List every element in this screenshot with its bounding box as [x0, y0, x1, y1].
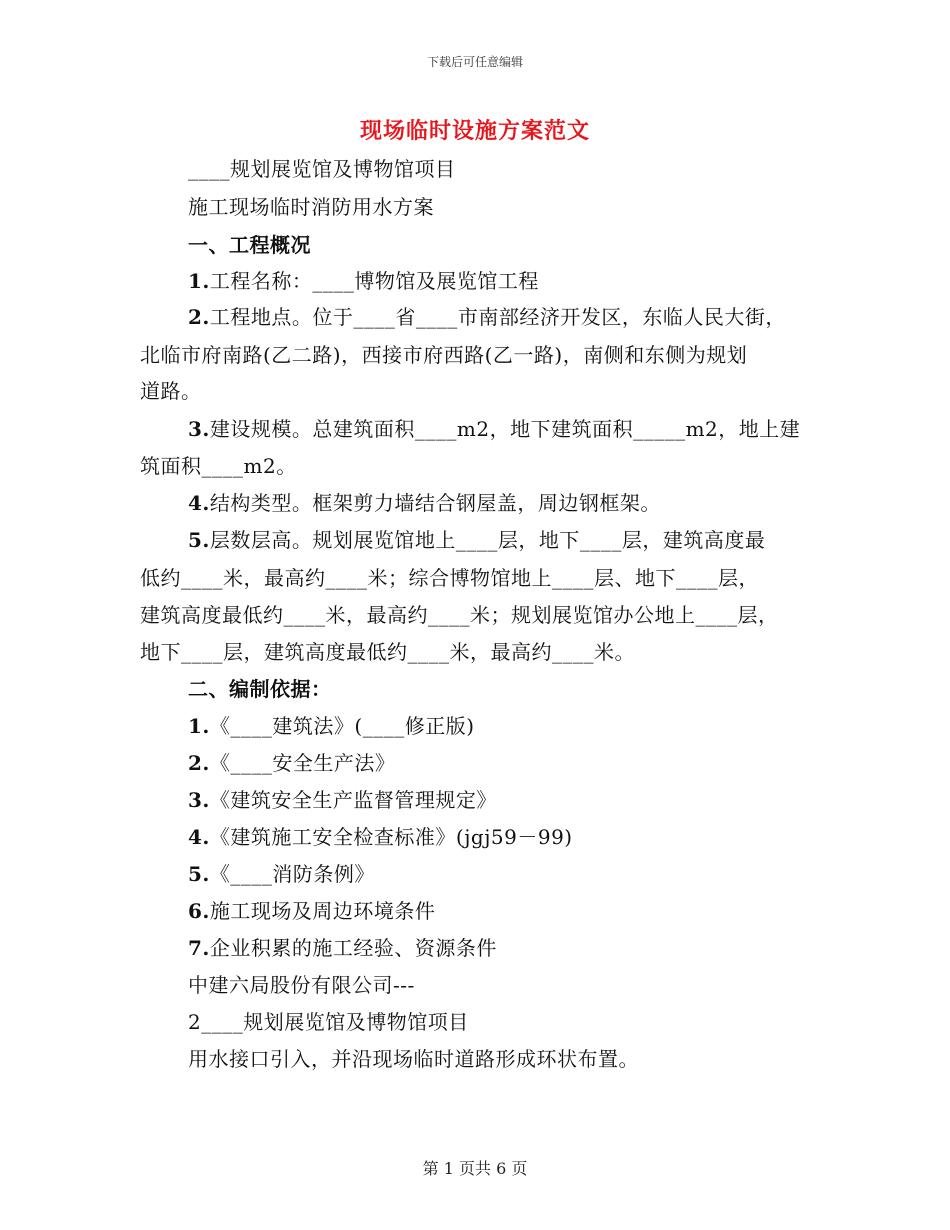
project-name-line-2: 2____规划展览馆及博物馆项目	[188, 1010, 469, 1034]
basis-item-1	[188, 713, 810, 739]
item-number: 1.	[188, 269, 210, 293]
item-text: 工程名称：____博物馆及展览馆工程	[209, 269, 539, 293]
overview-item-3-continued: 筑面积____m2。	[140, 454, 297, 478]
item-number: 4.	[188, 491, 210, 515]
overview-item-3	[188, 416, 810, 442]
item-text: 《____安全生产法》	[209, 751, 396, 775]
item-number: 2.	[188, 751, 210, 775]
item-text: 施工现场及周边环境条件	[209, 899, 436, 923]
item-text: 工程地点。位于____省____市南部经济开发区，东临人民大街，	[209, 305, 786, 329]
overview-item-2-continued: 道路。	[140, 379, 202, 403]
basis-item-7	[188, 935, 810, 961]
overview-item-5	[188, 527, 810, 553]
company-line: 中建六局股份有限公司---	[188, 973, 415, 997]
basis-item-2	[188, 750, 810, 776]
item-text: 《____消防条例》	[209, 862, 375, 886]
item-number: 3.	[188, 788, 210, 812]
overview-item-1	[188, 268, 810, 294]
page-footer: 第 1 页共 6 页	[422, 1159, 528, 1178]
item-number: 6.	[188, 899, 210, 923]
basis-item-6	[188, 898, 810, 924]
body-text-line: 用水接口引入，并沿现场临时道路形成环状布置。	[188, 1047, 639, 1071]
item-number: 4.	[188, 825, 210, 849]
item-text: 层数层高。规划展览馆地上____层，地下____层，建筑高度最	[209, 528, 766, 552]
item-text: 企业积累的施工经验、资源条件	[209, 936, 497, 960]
overview-item-2-continued: 北临市府南路(乙二路)，西接市府西路(乙一路)，南侧和东侧为规划	[140, 343, 748, 367]
section-heading-basis: 二、编制依据：	[188, 677, 332, 701]
overview-item-5-continued: 地下____层，建筑高度最低约____米，最高约____米。	[140, 640, 635, 664]
overview-item-5-continued: 建筑高度最低约____米，最高约____米；规划展览馆办公地上____层，	[140, 603, 779, 627]
document-title: 现场临时设施方案范文	[359, 118, 590, 144]
item-text: 《建筑施工安全检查标准》(jgj59－99)	[209, 825, 573, 849]
item-number: 1.	[188, 714, 210, 738]
plan-title-line: 施工现场临时消防用水方案	[188, 195, 434, 219]
item-number: 5.	[188, 862, 210, 886]
basis-item-4	[188, 824, 810, 850]
item-text: 《建筑安全生产监督管理规定》	[209, 788, 497, 812]
item-text: 结构类型。框架剪力墙结合钢屋盖，周边钢框架。	[209, 491, 661, 515]
page-header: 下载后可任意编辑	[426, 55, 523, 69]
item-number: 7.	[188, 936, 210, 960]
section-heading-overview: 一、工程概况	[188, 233, 311, 257]
basis-item-5	[188, 861, 810, 887]
item-number: 2.	[188, 305, 210, 329]
item-number: 3.	[188, 417, 210, 441]
overview-item-2	[188, 304, 810, 330]
item-number: 5.	[188, 528, 210, 552]
item-text: 《____建筑法》(____修正版)	[209, 714, 475, 738]
item-text: 建设规模。总建筑面积____m2，地下建筑面积_____m2，地上建	[209, 417, 801, 441]
overview-item-4	[188, 490, 810, 516]
project-name-line: ____规划展览馆及博物馆项目	[188, 157, 456, 181]
basis-item-3	[188, 787, 810, 813]
overview-item-5-continued: 低约____米，最高约____米；综合博物馆地上____层、地下____层，	[140, 566, 759, 590]
